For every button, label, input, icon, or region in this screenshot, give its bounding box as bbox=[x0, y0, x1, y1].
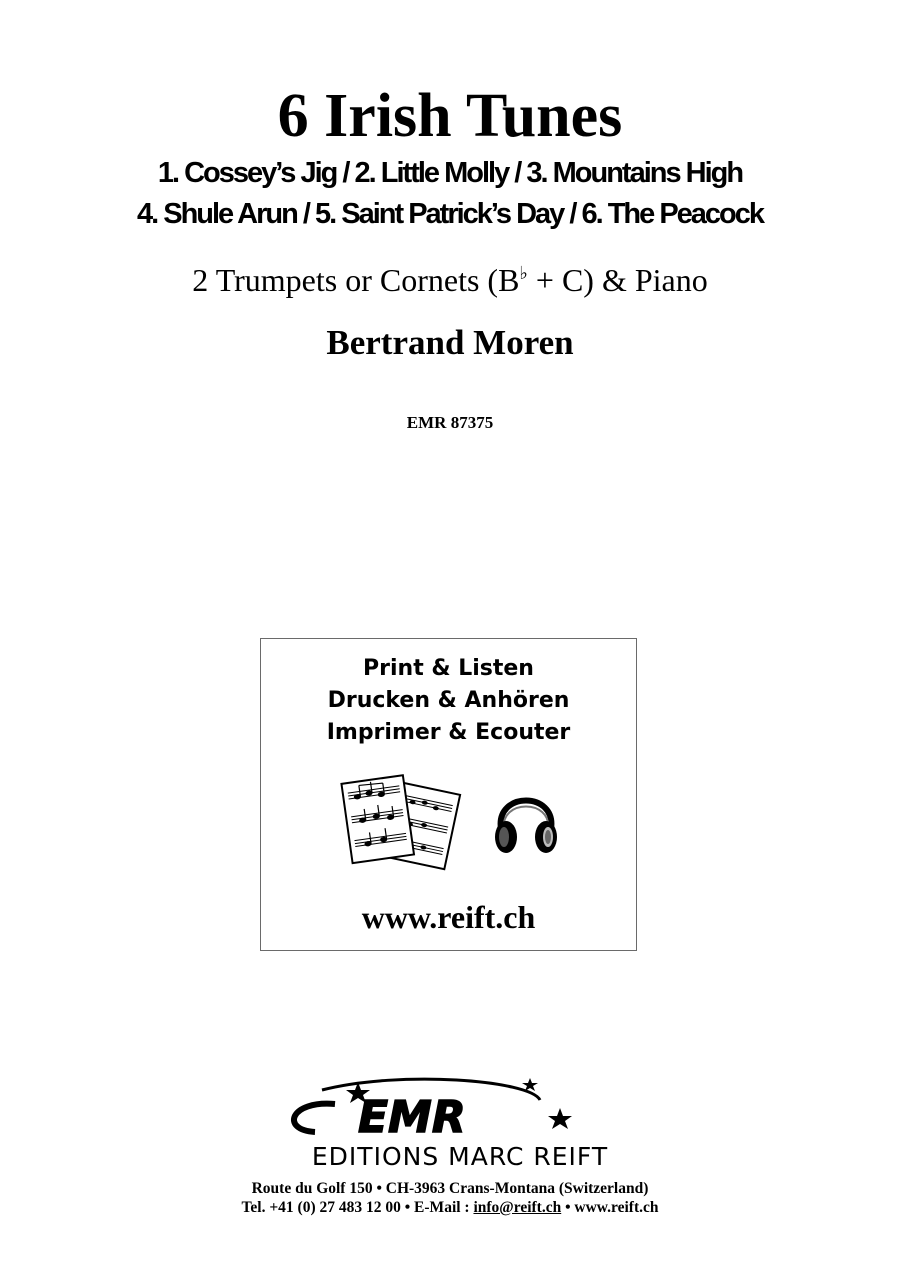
publisher-logo bbox=[240, 1070, 680, 1170]
sheet-music-icon bbox=[339, 771, 469, 871]
publisher-address: Route du Golf 150 • CH-3963 Crans-Montana (Switzerland) bbox=[251, 1180, 649, 1197]
print-listen-english: Print & Listen bbox=[363, 656, 534, 681]
catalog-number: EMR 87375 bbox=[406, 413, 494, 432]
phone-text: Tel. +41 (0) 27 483 12 00 • E-Mail : bbox=[241, 1199, 474, 1216]
headphones-icon bbox=[491, 781, 561, 861]
instrumentation bbox=[0, 253, 900, 300]
print-listen-french: Imprimer & Ecouter bbox=[326, 720, 571, 745]
tune-list-line-2: 4. Shule Arun / 5. Saint Patrick’s Day / 6. The Peacock bbox=[136, 198, 764, 230]
logo-emr-text: EMR bbox=[358, 1092, 466, 1143]
instrumentation-text: 2 Trumpets or Cornets (B bbox=[192, 262, 520, 298]
website-link[interactable]: www.reift.ch bbox=[361, 899, 536, 935]
logo-publisher-name: EDITIONS MARC REIFT bbox=[311, 1142, 609, 1170]
publisher-contact bbox=[0, 1198, 900, 1218]
score-title: 6 Irish Tunes bbox=[277, 82, 623, 150]
instrumentation-text-end: + C) & Piano bbox=[527, 262, 708, 298]
print-listen-box bbox=[260, 638, 637, 951]
composer-name: Bertrand Moren bbox=[326, 323, 574, 362]
email-link[interactable]: info@reift.ch bbox=[473, 1199, 562, 1216]
web-text: • www.reift.ch bbox=[561, 1199, 659, 1216]
tune-list-line-1: 1. Cossey’s Jig / 2. Little Molly / 3. Mountains High bbox=[157, 157, 743, 189]
print-listen-german: Drucken & Anhören bbox=[327, 688, 570, 713]
flat-sign: ♭ bbox=[519, 263, 528, 283]
